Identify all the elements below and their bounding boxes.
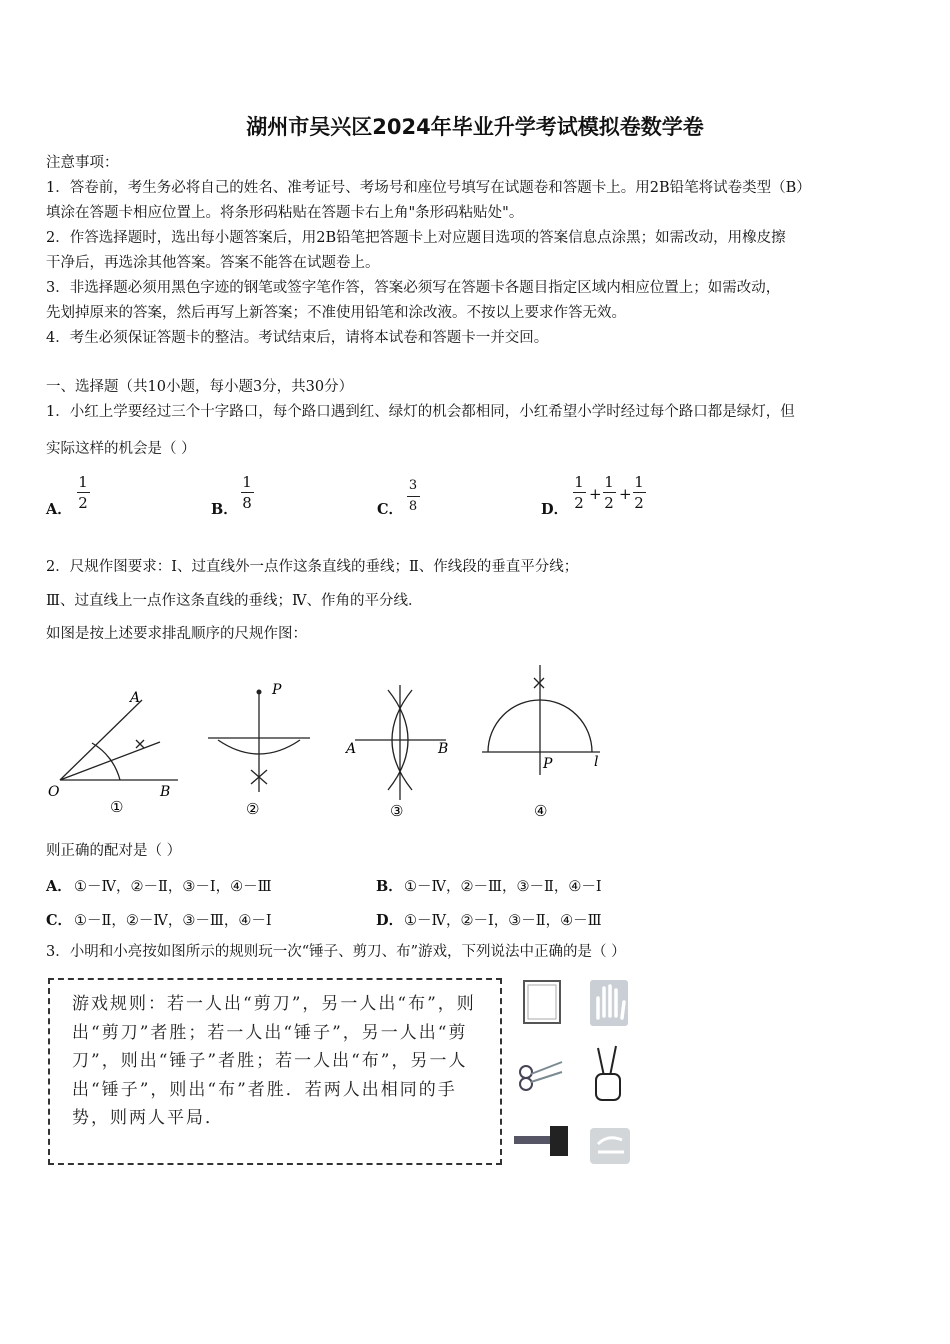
scissors-icon [520, 1062, 562, 1090]
plus-sign: + [589, 485, 602, 503]
q1-option-b-label: B． [211, 501, 238, 518]
figure-number: ③ [390, 802, 404, 820]
q1-option-b-fraction [240, 474, 254, 511]
q2-text: Ⅲ、过直线上一点作这条直线的垂线；Ⅳ、作角的平分线． [46, 593, 423, 609]
notice-line: 4．考生必须保证答题卡的整洁。考试结束后，请将本试卷和答题卡一并交回。 [46, 330, 549, 346]
ray-oa [60, 700, 142, 780]
plus-sign: + [619, 485, 632, 503]
q2-option-c-label: C． [46, 912, 73, 929]
section-heading: 一、选择题（共10小题，每小题3分，共30分） [46, 379, 354, 395]
numerator: 1 [242, 473, 252, 491]
denominator: 2 [574, 494, 584, 512]
q2-text: 如图是按上述要求排乱顺序的尺规作图： [46, 626, 307, 642]
numerator: 1 [574, 473, 584, 491]
q3-text: 3．小明和小亮按如图所示的规则玩一次“锤子、剪刀、布”游戏，下列说法中正确的是（ ） [46, 944, 626, 960]
victory-hand-icon [596, 1046, 620, 1100]
cloth-icon [524, 981, 560, 1023]
label-p: P [272, 682, 282, 698]
label-o: O [48, 784, 60, 800]
figure-4 [482, 665, 600, 775]
denominator: 8 [242, 494, 252, 512]
numerator: 1 [634, 473, 644, 491]
hammer-icon [514, 1126, 568, 1156]
q1-option-d-label: D． [541, 501, 569, 518]
label-b: B [438, 741, 449, 757]
notice-heading: 注意事项： [46, 155, 119, 171]
denominator: 2 [604, 494, 614, 512]
q1-option-d-fraction [572, 474, 586, 511]
construction-figures [0, 650, 950, 830]
q2-option-a-text: ①－Ⅳ，②－Ⅱ，③－Ⅰ，④－Ⅲ [74, 879, 272, 895]
cross-mark [136, 740, 144, 748]
numerator: 3 [408, 478, 418, 493]
notice-line: 1．答卷前，考生务必将自己的姓名、准考证号、考场号和座位号填写在试题卷和答题卡上。用2B铅笔将试卷类型（B） [46, 180, 811, 196]
numerator: 1 [604, 473, 614, 491]
label-a: A [130, 690, 141, 706]
q1-option-c-fraction [406, 478, 420, 515]
rules-text: 游戏规则：若一人出“剪刀”，另一人出“布”，则出“剪刀”者胜；若一人出“锤子”，另一人出“剪刀”，则出“锤子”者胜；若一人出“布”，另一人出“锤子”，则出“布”者胜．若两人出相同的手势，则两人平局． [72, 994, 476, 1128]
q2-option-c-text: ①－Ⅱ，②－Ⅳ，③－Ⅲ，④－Ⅰ [74, 913, 272, 929]
denominator: 2 [78, 494, 88, 512]
label-b: B [160, 784, 171, 800]
notice-line: 先划掉原来的答案，然后再写上新答案；不准使用铅笔和涂改液。不按以上要求作答无效。 [46, 305, 626, 321]
figure-number: ④ [534, 802, 548, 820]
q2-text: 2．尺规作图要求：Ⅰ、过直线外一点作这条直线的垂线；Ⅱ、作线段的垂直平分线； [46, 559, 579, 575]
notice-line: 填涂在答题卡相应位置上。将条形码粘贴在答题卡右上角"条形码粘贴处"。 [46, 205, 524, 221]
open-hand-icon [590, 980, 628, 1026]
label-p: P [543, 756, 553, 772]
denominator: 2 [634, 494, 644, 512]
bisector-ray [60, 742, 160, 780]
q2-question: 则正确的配对是（ ） [46, 843, 182, 859]
q1-option-d-fraction [602, 474, 616, 511]
point-p [257, 690, 262, 695]
figure-number: ② [246, 800, 260, 818]
cross-mark [534, 678, 544, 688]
gesture-icons [512, 976, 636, 1171]
numerator: 1 [78, 473, 88, 491]
figure-2 [208, 692, 310, 792]
q2-option-d-text: ①－Ⅳ，②－Ⅰ，③－Ⅱ，④－Ⅲ [404, 913, 602, 929]
denominator: 8 [408, 499, 418, 514]
notice-line: 3．非选择题必须用黑色字迹的钢笔或签字笔作答，答案必须写在答题卡各题目指定区域内相应位置上；如需改动， [46, 280, 781, 296]
figure-number: ① [110, 798, 124, 816]
notice-line: 干净后，再选涂其他答案。答案不能答在试题卷上。 [46, 255, 380, 271]
label-a: A [346, 741, 357, 757]
q1-option-a-fraction [76, 474, 90, 511]
arc [92, 743, 120, 780]
q1-option-c-label: C． [377, 501, 404, 518]
figure-1 [60, 700, 178, 780]
notice-line: 2．作答选择题时，选出每小题答案后，用2B铅笔把答题卡上对应题目选项的答案信息点涂黑；如需改动，用橡皮擦 [46, 230, 786, 246]
q2-option-a-label: A． [46, 878, 72, 895]
q1-option-a-label: A． [46, 501, 72, 518]
fist-icon [590, 1128, 630, 1164]
q1-option-d-fraction [632, 474, 646, 511]
q2-option-d-label: D． [376, 912, 404, 929]
label-l: l [594, 754, 599, 770]
page-title: 湖州市吴兴区2024年毕业升学考试模拟卷数学卷 [246, 115, 704, 139]
figure-3 [355, 685, 449, 800]
q1-text: 1．小红上学要经过三个十字路口，每个路口遇到红、绿灯的机会都相同，小红希望小学时经过每个路口都是绿灯，但 [46, 404, 795, 420]
q2-option-b-label: B． [376, 878, 403, 895]
q2-option-b-text: ①－Ⅳ，②－Ⅲ，③－Ⅱ，④－Ⅰ [404, 879, 602, 895]
q1-text: 实际这样的机会是（ ） [46, 441, 196, 457]
